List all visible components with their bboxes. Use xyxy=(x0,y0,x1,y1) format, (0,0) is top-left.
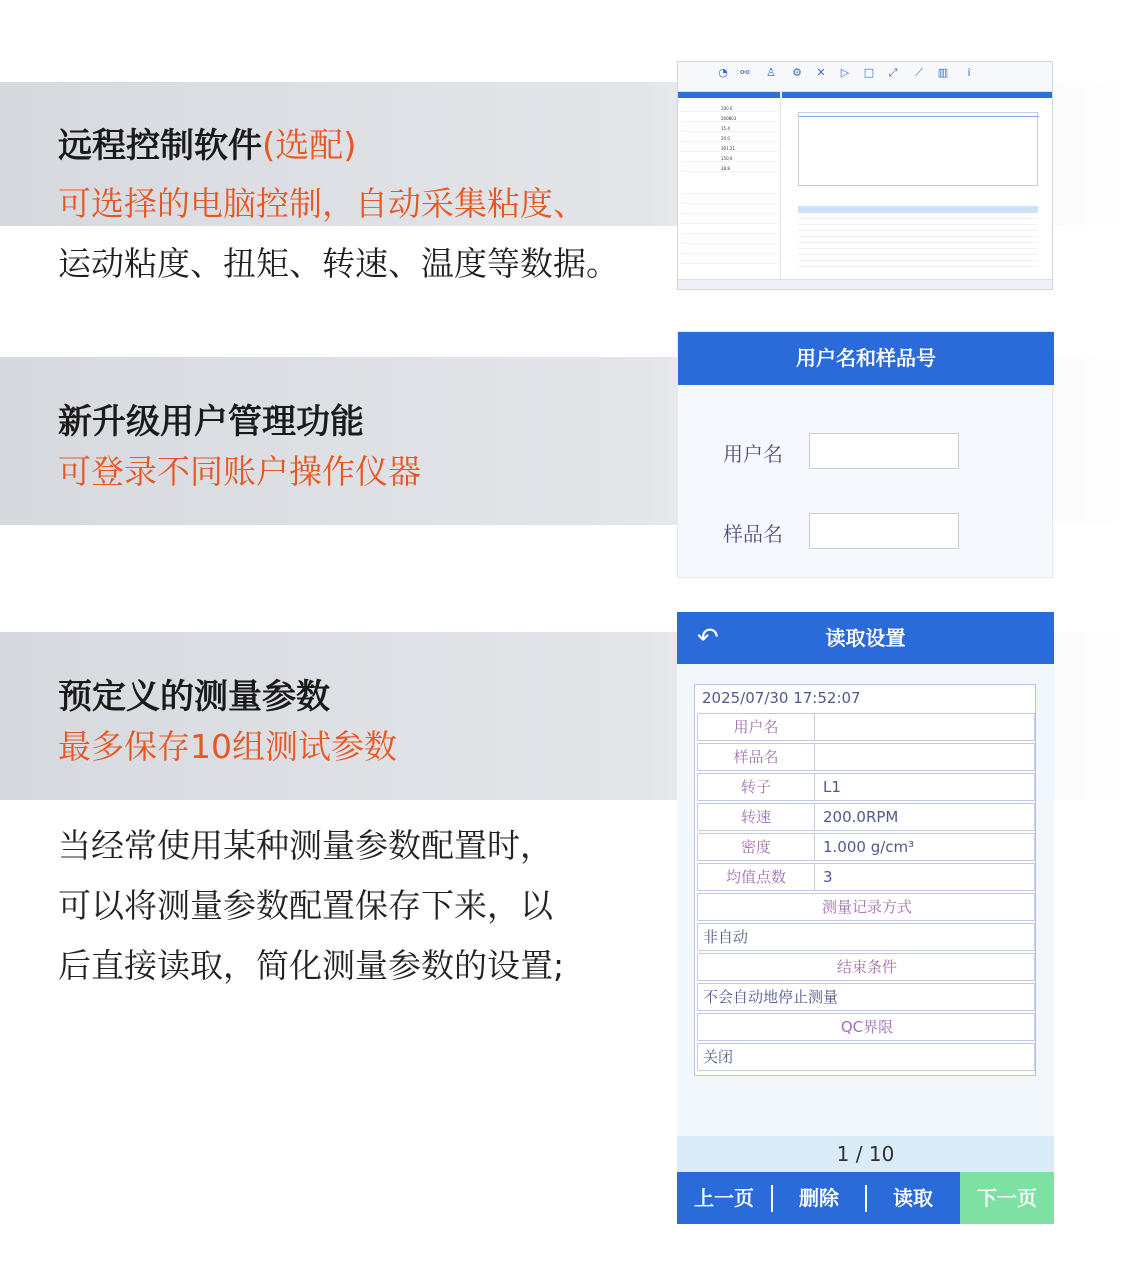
software-plot xyxy=(798,112,1038,186)
optional-tag: (选配) xyxy=(262,126,357,166)
feature-title-user: 新升级用户管理功能 xyxy=(58,402,364,442)
user-sample-dialog xyxy=(677,331,1053,578)
read-settings-screen xyxy=(677,612,1054,1224)
toolbar-icon: ⟋ xyxy=(915,66,923,79)
feature-title-params: 预定义的测量参数 xyxy=(58,677,330,717)
toolbar-icon: ⤢ xyxy=(888,66,898,79)
toolbar-icon: ✕ xyxy=(816,66,826,79)
paragraph-line: 后直接读取，简化测量参数的设置; xyxy=(58,946,565,985)
timestamp: 2025/07/30 17:52:07 xyxy=(702,689,861,707)
setting-row-sample xyxy=(697,743,1035,771)
software-screenshot xyxy=(677,61,1053,290)
setting-value: 200.0RPM xyxy=(823,808,899,826)
setting-row-average-points xyxy=(697,863,1035,891)
user-name-label: 用户名 xyxy=(723,442,783,466)
feature-desc-line: 最多保存10组测试参数 xyxy=(58,727,397,766)
feature-title-remote xyxy=(58,118,357,167)
toolbar-icon: ◔ xyxy=(718,66,728,79)
taskbar xyxy=(678,279,1053,289)
read-button[interactable]: 读取 xyxy=(893,1186,933,1210)
setting-row-density xyxy=(697,833,1035,861)
end-condition-value: 不会自动地停止测量 xyxy=(697,983,1035,1011)
paragraph-line: 当经常使用某种测量参数配置时， xyxy=(58,826,553,865)
toolbar-icon: ▷ xyxy=(840,66,850,79)
feature-desc-line: 可选择的电脑控制，自动采集粘度、 xyxy=(58,184,586,223)
prev-page-button[interactable]: 上一页 xyxy=(694,1186,754,1210)
read-settings-header xyxy=(677,612,1054,664)
setting-key: 样品名 xyxy=(698,744,815,770)
qc-limit-value: 关闭 xyxy=(697,1043,1035,1071)
feature-desc-line: 可登录不同账户操作仪器 xyxy=(58,452,421,491)
record-mode-heading: 测量记录方式 xyxy=(697,893,1035,921)
dialog-title: 用户名和样品号 xyxy=(678,332,1054,385)
setting-row-rotor xyxy=(697,773,1035,801)
setting-key: 密度 xyxy=(698,834,815,860)
user-name-input[interactable] xyxy=(809,433,959,469)
software-toolbar xyxy=(678,62,1053,92)
delete-button[interactable]: 删除 xyxy=(799,1186,839,1210)
setting-key: 用户名 xyxy=(698,714,815,740)
setting-value: 3 xyxy=(823,868,833,886)
software-table-header xyxy=(798,206,1038,213)
next-page-button[interactable]: 下一页 xyxy=(960,1172,1054,1224)
qc-limit-heading: QC界限 xyxy=(697,1013,1035,1041)
bottom-button-bar xyxy=(677,1172,1054,1224)
back-arrow-icon[interactable]: ↶ xyxy=(697,623,719,653)
setting-key: 转速 xyxy=(698,804,815,830)
sample-name-label: 样品名 xyxy=(723,522,783,546)
setting-row-speed xyxy=(697,803,1035,831)
software-main-panel xyxy=(782,92,1053,281)
page-indicator: 1 / 10 xyxy=(677,1136,1054,1172)
toolbar-icon: ♙ xyxy=(766,66,776,79)
feature-title-text: 远程控制软件 xyxy=(58,126,262,166)
toolbar-icon: □ xyxy=(863,66,875,79)
read-settings-title: 读取设置 xyxy=(825,626,906,650)
paragraph-line: 可以将测量参数配置保存下来，以 xyxy=(58,886,553,925)
feature-desc-line: 运动粘度、扭矩、转速、温度等数据。 xyxy=(58,244,619,283)
setting-key: 转子 xyxy=(698,774,815,800)
record-mode-value: 非自动 xyxy=(697,923,1035,951)
end-condition-heading: 结束条件 xyxy=(697,953,1035,981)
toolbar-icon: ⚙ xyxy=(792,66,802,79)
toolbar-icon: ▥ xyxy=(937,66,949,79)
software-left-panel: 200.0 200803 15.4 20.0 301.21 150.0 28.8 xyxy=(678,92,781,281)
setting-key: 均值点数 xyxy=(698,864,815,890)
setting-value: L1 xyxy=(823,778,841,796)
setting-row-user xyxy=(697,713,1035,741)
sample-name-input[interactable] xyxy=(809,513,959,549)
toolbar-icon: i xyxy=(967,66,971,79)
settings-card xyxy=(694,684,1036,1076)
setting-value: 1.000 g/cm³ xyxy=(823,838,915,856)
toolbar-icon: ⚯ xyxy=(740,66,750,79)
